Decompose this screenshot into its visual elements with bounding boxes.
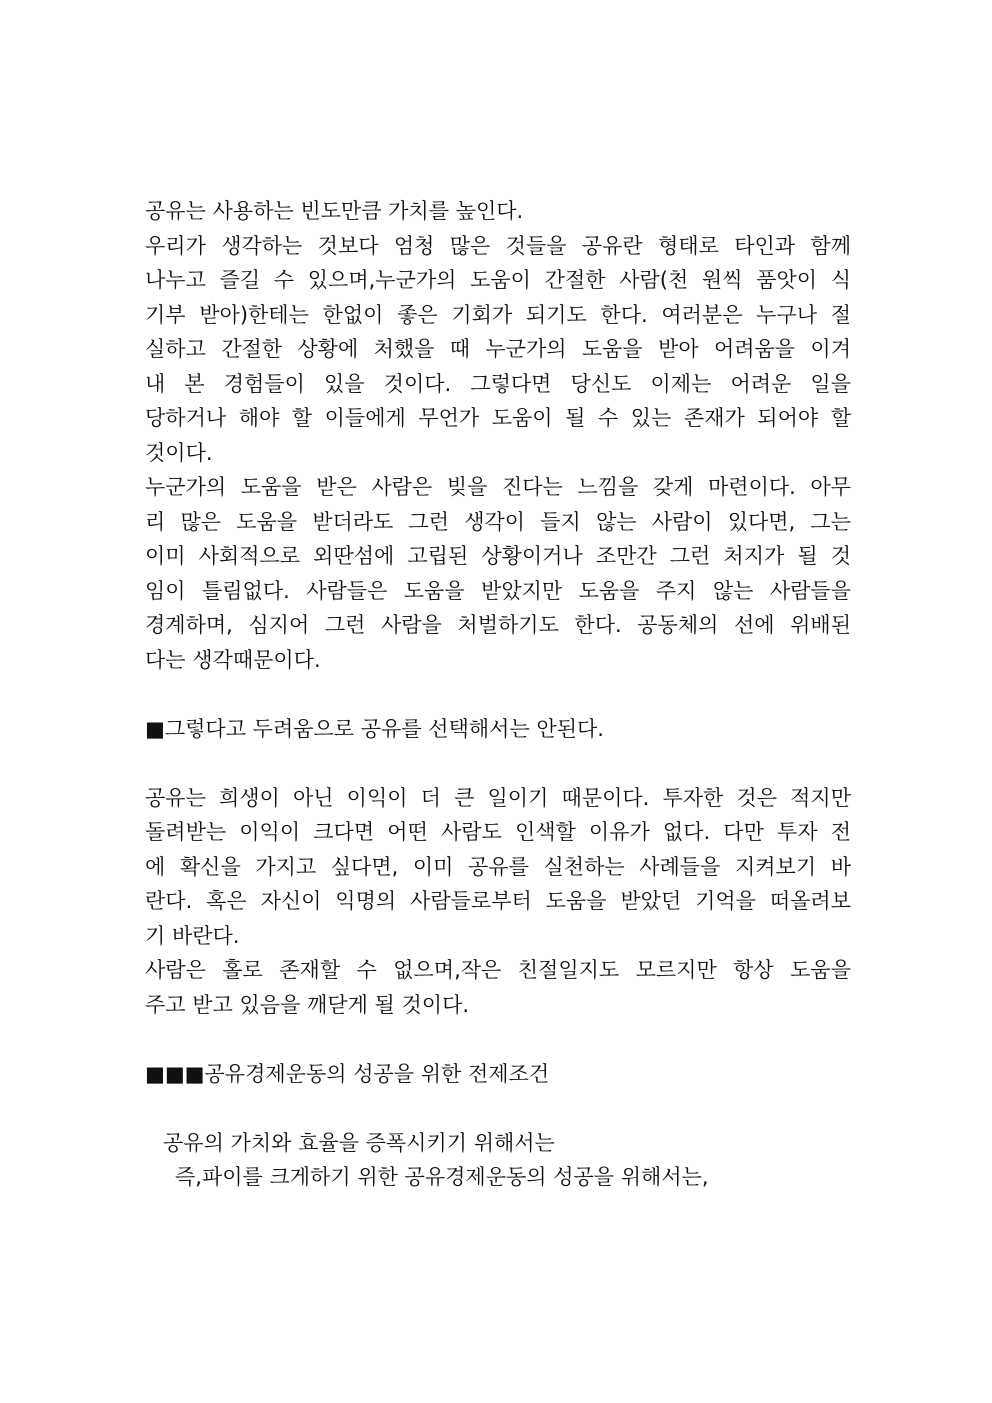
text-line: 누군가의 도움을 받은 사람은 빚을 진다는 느낌을 갖게 마련이다. 아무 bbox=[145, 475, 851, 499]
blank-line bbox=[145, 746, 851, 781]
blank-line bbox=[145, 1022, 851, 1057]
text-line: 리 많은 도움을 받더라도 그런 생각이 들지 않는 사람이 있다면, 그는 bbox=[145, 509, 851, 534]
text-line: 다는 생각때문이다. bbox=[145, 647, 321, 672]
text-line: 실하고 간절한 상황에 처했을 때 누군가의 도움을 받아 어려움을 이겨 bbox=[145, 337, 851, 361]
text-line: 내 본 경험들이 있을 것이다. 그렇다면 당신도 이제는 어려운 일을 bbox=[145, 371, 851, 396]
text-line: 사람은 홀로 존재할 수 없으며,작은 친절일지도 모르지만 항상 도움을 bbox=[145, 958, 851, 982]
text-line: 이미 사회적으로 외딴섬에 고립된 상황이거나 조만간 그런 처지가 될 것 bbox=[145, 544, 851, 568]
text-line: 공유의 가치와 효율을 증폭시키기 위해서는 bbox=[163, 1130, 555, 1155]
blank-line bbox=[145, 1091, 851, 1126]
text-line: 주고 받고 있음을 깨닫게 될 것이다. bbox=[145, 992, 470, 1017]
text-line: 즉,파이를 크게하기 위한 공유경제운동의 성공을 위해서는, bbox=[175, 1165, 709, 1189]
text-line: 것이다. bbox=[145, 440, 213, 465]
text-line: 당하거나 해야 할 이들에게 무언가 도움이 될 수 있는 존재가 되어야 할 bbox=[145, 406, 851, 430]
text-line: 공유는 희생이 아닌 이익이 더 큰 일이기 때문이다. 투자한 것은 적지만 bbox=[145, 785, 851, 810]
text-line: 돌려받는 이익이 크다면 어떤 사람도 인색할 이유가 없다. 다만 투자 전 bbox=[145, 820, 851, 844]
text-line: 기부 받아)한테는 한없이 좋은 기회가 되기도 한다. 여러분은 누구나 절 bbox=[145, 302, 851, 327]
text-line: 공유는 사용하는 빈도만큼 가치를 높인다. bbox=[145, 199, 524, 223]
document-body bbox=[145, 194, 851, 1195]
text-line: 나누고 즐길 수 있으며,누군가의 도움이 간절한 사람(천 원씩 품앗이 식 bbox=[145, 268, 851, 292]
section-heading: ■■■공유경제운동의 성공을 위한 전제조건 bbox=[145, 1061, 550, 1086]
text-line: 에 확신을 가지고 싶다면, 이미 공유를 실천하는 사례들을 지켜보기 바 bbox=[145, 854, 851, 879]
text-line: 기 바란다. bbox=[145, 923, 240, 948]
section-heading: ■그렇다고 두려움으로 공유를 선택해서는 안된다. bbox=[145, 716, 604, 741]
text-line: 란다. 혹은 자신이 익명의 사람들로부터 도움을 받았던 기억을 떠올려보 bbox=[145, 889, 851, 913]
text-line: 임이 틀림없다. 사람들은 도움을 받았지만 도움을 주지 않는 사람들을 bbox=[145, 578, 851, 603]
text-line: 우리가 생각하는 것보다 엄청 많은 것들을 공유란 형태로 타인과 함께 bbox=[145, 233, 851, 258]
text-line: 경계하며, 심지어 그런 사람을 처벌하기도 한다. 공동체의 선에 위배된 bbox=[145, 613, 851, 637]
blank-line bbox=[145, 677, 851, 712]
